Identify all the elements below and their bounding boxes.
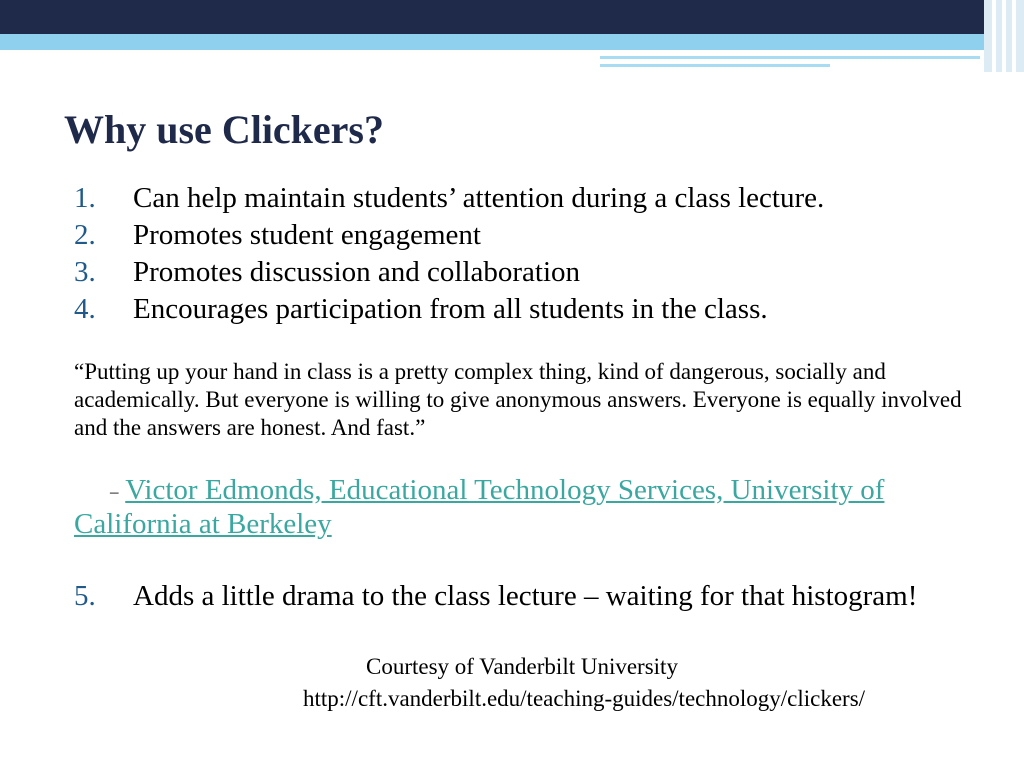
slide-title: Why use Clickers?	[64, 107, 384, 152]
list-item-text: Can help maintain students’ attention during a class lecture.	[133, 182, 825, 214]
list-item-text: Promotes discussion and collaboration	[133, 256, 581, 288]
corner-stripes-decoration	[984, 0, 1024, 72]
list-item	[74, 580, 964, 613]
list-item-number: 1.	[74, 182, 96, 214]
attribution-link[interactable]: Victor Edmonds, Educational Technology Services, University of California at Berkeley	[74, 474, 885, 540]
list-item	[74, 180, 964, 217]
header-accent-bar	[0, 34, 1024, 50]
header-accent-line-short	[600, 64, 830, 67]
benefits-list	[74, 180, 964, 328]
list-item	[74, 217, 964, 254]
list-item-text: Encourages participation from all students in the class.	[133, 293, 768, 325]
quote-text: “Putting up your hand in class is a pretty complex thing, kind of dangerous, socially and academically. But everyone is willing to give anonymous answers. Everyone is equally involved and the answers are honest. And fast.”	[74, 359, 962, 440]
list-item-number: 3.	[74, 256, 96, 288]
list-item-number: 4.	[74, 293, 96, 325]
list-item	[74, 254, 964, 291]
header-accent-line	[600, 56, 980, 59]
header-dark-bar	[0, 0, 1024, 34]
list-item-number: 2.	[74, 219, 96, 251]
quote-attribution	[74, 474, 974, 541]
attribution-dash: –	[110, 482, 119, 501]
courtesy-url: http://cft.vanderbilt.edu/teaching-guides/technology/clickers/	[303, 686, 866, 711]
list-item	[74, 291, 964, 328]
list-item-text: Promotes student engagement	[133, 219, 481, 251]
courtesy-line: Courtesy of Vanderbilt University	[366, 654, 678, 679]
list-item-number: 5.	[74, 580, 96, 612]
benefits-list-continued	[74, 580, 964, 613]
list-item-text: Adds a little drama to the class lecture – waiting for that histogram!	[133, 580, 918, 612]
